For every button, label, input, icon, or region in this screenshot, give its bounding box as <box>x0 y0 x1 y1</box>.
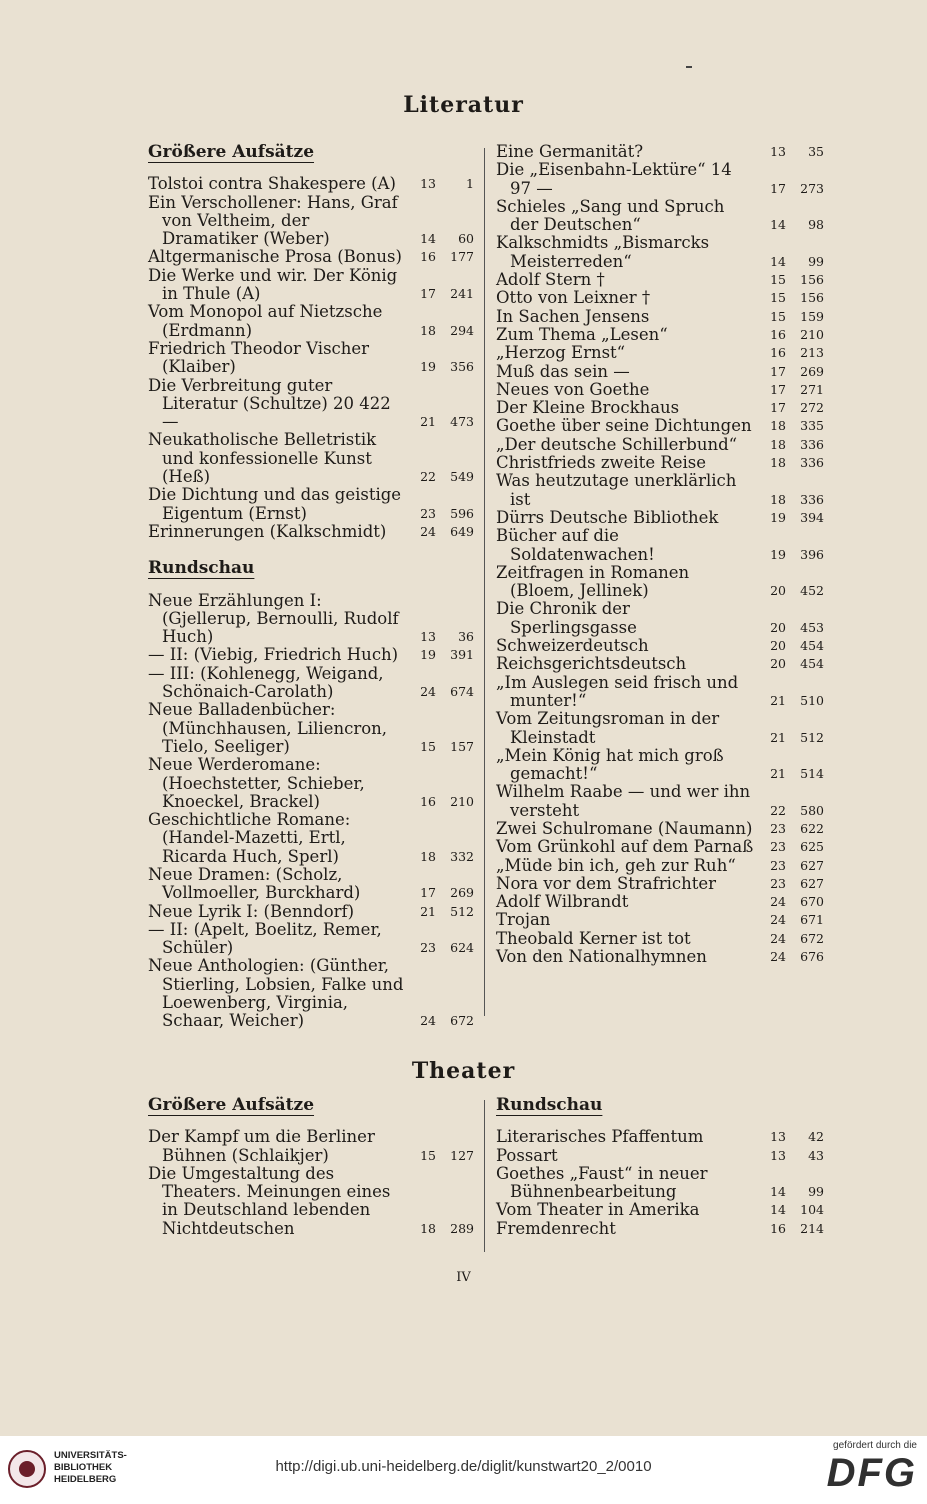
entry-page: 627 <box>800 857 824 873</box>
entry-issue: 14 <box>770 253 786 269</box>
entry-title: Zeitfragen in Romanen (Bloem, Jellinek) <box>496 562 690 601</box>
entry-issue: 23 <box>770 875 786 891</box>
toc-entry <box>496 674 824 711</box>
toc-entry <box>496 1220 824 1238</box>
entry-title: — II: (Viebig, Friedrich Huch) <box>148 645 399 665</box>
entry-page: 676 <box>800 949 824 965</box>
entry-title: Die Dichtung und das geistige Eigentum (Ernst) <box>148 485 402 523</box>
toc-entry <box>496 655 824 673</box>
toc-entry <box>496 710 824 747</box>
entry-issue: 19 <box>420 647 436 663</box>
entry-issue: 13 <box>770 1129 786 1145</box>
entry-page: 512 <box>800 729 824 745</box>
entry-issue: 19 <box>770 546 786 562</box>
entry-page: 99 <box>808 1184 824 1200</box>
entry-page: 289 <box>450 1220 474 1236</box>
entry-title: Trojan <box>496 910 551 930</box>
entry-title: Zum Thema „Lesen“ <box>496 324 668 344</box>
entry-page: 396 <box>800 546 824 562</box>
entry-title: „Im Auslegen seid frisch und munter!“ <box>496 672 739 710</box>
entry-title: Theobald Kerner ist tot <box>496 928 691 948</box>
source-url-link[interactable]: http://digi.ub.uni-heidelberg.de/diglit/kunstwart20_2/0010 <box>275 1458 652 1475</box>
entry-title: Die Chronik der Sperlingsgasse <box>496 599 637 637</box>
entry-page: 241 <box>450 286 474 302</box>
entry-title: Die „Eisenbahn-Lektüre“ 14 97 — <box>496 160 732 198</box>
entry-issue: 17 <box>770 363 786 379</box>
toc-entry <box>148 377 474 432</box>
entry-issue: 13 <box>770 1147 786 1163</box>
entry-title: Der Kampf um die Berliner Bühnen (Schlaikjer) <box>148 1127 375 1165</box>
entry-title: Bücher auf die Soldatenwachen! <box>496 526 655 564</box>
entry-issue: 18 <box>770 418 786 434</box>
entry-issue: 19 <box>770 509 786 525</box>
entry-issue: 24 <box>420 684 436 700</box>
page-number: IV <box>456 1270 471 1285</box>
entry-issue: 18 <box>420 848 436 864</box>
toc-entry <box>148 523 474 541</box>
entry-page: 273 <box>800 180 824 196</box>
toc-entry <box>496 399 824 417</box>
toc-entry <box>148 646 474 664</box>
entry-page: 672 <box>800 930 824 946</box>
entry-page: 99 <box>808 253 824 269</box>
entry-page: 35 <box>808 144 824 159</box>
entry-page: 394 <box>800 509 824 525</box>
entry-page: 294 <box>450 322 474 338</box>
toc-entry <box>496 509 824 527</box>
entry-issue: 16 <box>770 326 786 342</box>
entry-issue: 19 <box>420 359 436 375</box>
toc-entry <box>148 1128 474 1165</box>
column-divider <box>484 148 485 1016</box>
entry-issue: 17 <box>770 180 786 196</box>
library-name: UNIVERSITÄTS-BIBLIOTHEK HEIDELBERG <box>54 1450 127 1485</box>
entry-issue: 13 <box>420 176 436 192</box>
entry-page: 335 <box>800 418 824 434</box>
entry-page: 473 <box>450 414 474 430</box>
entry-issue: 16 <box>770 1220 786 1236</box>
entry-page: 210 <box>450 793 474 809</box>
entry-issue: 24 <box>770 930 786 946</box>
entry-issue: 15 <box>420 738 436 754</box>
entry-title: Dürrs Deutsche Bibliothek <box>496 507 719 527</box>
entry-title: Zwei Schulromane (Naumann) <box>496 818 753 838</box>
entry-list <box>496 143 824 966</box>
literatur-right-column <box>496 143 824 966</box>
subheading-groessere-aufsaetze: Größere Aufsätze <box>148 142 315 162</box>
toc-entry <box>496 600 824 637</box>
entry-title: Vom Monopol auf Nietzsche (Erdmann) <box>148 302 383 340</box>
literatur-left-column <box>148 143 474 1031</box>
entry-issue: 17 <box>420 885 436 901</box>
toc-entry <box>148 903 474 921</box>
toc-entry <box>148 701 474 756</box>
entry-issue: 14 <box>770 217 786 233</box>
entry-issue: 13 <box>420 629 436 645</box>
entry-title: Schweizerdeutsch <box>496 636 649 656</box>
toc-entry <box>496 1147 824 1165</box>
entry-page: 514 <box>800 766 824 782</box>
entry-issue: 15 <box>770 308 786 324</box>
toc-entry <box>496 198 824 235</box>
entry-page: 127 <box>450 1147 474 1163</box>
entry-page: 596 <box>450 505 474 521</box>
entry-issue: 15 <box>420 1147 436 1163</box>
toc-entry <box>496 344 824 362</box>
entry-issue: 21 <box>770 766 786 782</box>
entry-page: 670 <box>800 894 824 910</box>
section-heading-literatur: Literatur <box>403 92 524 118</box>
toc-entry <box>148 665 474 702</box>
toc-entry <box>496 143 824 161</box>
entry-page: 391 <box>450 647 474 663</box>
entry-page: 671 <box>800 912 824 928</box>
entry-title: Reichsgerichtsdeutsch <box>496 654 687 674</box>
entry-issue: 20 <box>770 656 786 672</box>
entry-title: Neue Balladenbücher: (Münchhausen, Liliencron, Tielo, Seeliger) <box>148 700 388 756</box>
subheading-rundschau: Rundschau <box>496 1095 603 1115</box>
entry-issue: 15 <box>770 272 786 288</box>
entry-title: Tolstoi contra Shakespere (A) <box>148 174 396 194</box>
entry-page: 625 <box>800 839 824 855</box>
toc-entry <box>496 161 824 198</box>
entry-title: In Sachen Jensens <box>496 306 650 326</box>
entry-title: Die Umgestaltung des Theaters. Meinungen eines in Deutschland lebenden Nichtdeutschen <box>148 1163 391 1238</box>
entry-title: Neue Dramen: (Scholz, Vollmoeller, Burckhard) <box>148 864 361 903</box>
entry-issue: 20 <box>770 638 786 654</box>
entry-title: Ein Verschollener: Hans, Graf von Veltheim, der Dramatiker (Weber) <box>148 192 398 249</box>
entry-title: „Herzog Ernst“ <box>496 343 626 363</box>
entry-issue: 22 <box>420 469 436 485</box>
toc-entry <box>148 1165 474 1238</box>
toc-entry <box>496 472 824 509</box>
entry-title: — II: (Apelt, Boelitz, Remer, Schüler) <box>148 919 382 958</box>
entry-page: 672 <box>450 1013 474 1029</box>
entry-list <box>148 175 474 541</box>
entry-title: Erinnerungen (Kalkschmidt) <box>148 521 387 541</box>
toc-entry <box>148 921 474 958</box>
subheading-rundschau: Rundschau <box>148 558 255 579</box>
entry-title: Altgermanische Prosa (Bonus) <box>148 247 402 267</box>
entry-page: 356 <box>450 359 474 375</box>
entry-title: Goethes „Faust“ in neuer Bühnenbearbeitung <box>496 1163 708 1202</box>
toc-entry <box>148 175 474 193</box>
entry-page: 336 <box>800 491 824 507</box>
entry-title: Literarisches Pfaffentum <box>496 1127 704 1147</box>
footer-bar <box>0 1436 927 1504</box>
entry-page: 674 <box>450 684 474 700</box>
entry-page: 336 <box>800 436 824 452</box>
toc-entry <box>148 957 474 1030</box>
entry-page: 452 <box>800 583 824 599</box>
theater-left-column <box>148 1096 474 1238</box>
toc-entry <box>148 194 474 249</box>
entry-title: Wilhelm Raabe — und wer ihn versteht <box>496 782 751 820</box>
entry-issue: 16 <box>420 793 436 809</box>
entry-issue: 21 <box>770 729 786 745</box>
entry-title: Neue Werderomane: (Hoechstetter, Schieber, Knoeckel, Brackel) <box>148 755 365 811</box>
entry-title: Was heutzutage unerklärlich ist <box>496 471 737 509</box>
entry-page: 36 <box>458 629 474 645</box>
toc-entry <box>148 340 474 377</box>
entry-list <box>148 592 474 1031</box>
entry-page: 269 <box>800 363 824 379</box>
entry-issue: 20 <box>770 583 786 599</box>
entry-page: 510 <box>800 692 824 708</box>
entry-page: 156 <box>800 290 824 306</box>
entry-title: Vom Grünkohl auf dem Parnaß <box>496 837 754 857</box>
entry-title: Nora vor dem Strafrichter <box>496 873 717 893</box>
toc-entry <box>496 436 824 454</box>
toc-entry <box>496 271 824 289</box>
scan-mark <box>686 66 692 68</box>
entry-page: 60 <box>458 231 474 247</box>
toc-entry <box>496 783 824 820</box>
toc-entry <box>496 363 824 381</box>
entry-title: Fremdenrecht <box>496 1218 616 1238</box>
toc-entry <box>148 248 474 266</box>
entry-page: 213 <box>800 345 824 361</box>
entry-issue: 21 <box>770 692 786 708</box>
toc-entry <box>148 592 474 647</box>
dfg-logo[interactable] <box>797 1440 917 1495</box>
entry-title: Muß das sein — <box>496 361 630 381</box>
entry-list <box>496 1128 824 1238</box>
toc-entry <box>496 838 824 856</box>
toc-entry <box>496 381 824 399</box>
entry-title: — III: (Kohlenegg, Weigand, Schönaich-Carolath) <box>148 663 384 702</box>
toc-entry <box>496 308 824 326</box>
dfg-wordmark: DFG <box>826 1451 917 1495</box>
theater-right-column <box>496 1096 824 1238</box>
entry-title: „Müde bin ich, geh zur Ruh“ <box>496 855 736 875</box>
entry-page: 622 <box>800 820 824 836</box>
entry-title: Von den Nationalhymnen <box>496 947 707 967</box>
toc-entry <box>148 431 474 486</box>
entry-title: „Mein König hat mich groß gemacht!“ <box>496 745 724 784</box>
toc-entry <box>148 303 474 340</box>
entry-page: 98 <box>808 217 824 233</box>
entry-issue: 23 <box>770 820 786 836</box>
column-divider <box>484 1100 485 1252</box>
entry-issue: 13 <box>770 144 786 159</box>
toc-entry <box>496 417 824 435</box>
toc-entry <box>148 811 474 866</box>
entry-page: 210 <box>800 326 824 342</box>
entry-title: Schieles „Sang und Spruch der Deutschen“ <box>496 196 725 235</box>
entry-title: Der Kleine Brockhaus <box>496 398 680 418</box>
entry-page: 453 <box>800 619 824 635</box>
entry-page: 156 <box>800 272 824 288</box>
entry-page: 454 <box>800 656 824 672</box>
toc-entry <box>496 289 824 307</box>
entry-page: 336 <box>800 455 824 471</box>
entry-page: 649 <box>450 523 474 539</box>
entry-title: Neues von Goethe <box>496 379 650 399</box>
toc-entry <box>496 893 824 911</box>
entry-issue: 24 <box>770 949 786 965</box>
section-heading-theater: Theater <box>411 1058 516 1084</box>
entry-page: 104 <box>800 1202 824 1218</box>
entry-page: 272 <box>800 400 824 416</box>
entry-title: Friedrich Theodor Vischer (Klaiber) <box>148 338 370 377</box>
entry-issue: 24 <box>420 523 436 539</box>
entry-page: 269 <box>450 885 474 901</box>
entry-issue: 20 <box>770 619 786 635</box>
toc-entry <box>148 486 474 523</box>
entry-issue: 16 <box>420 249 436 265</box>
entry-issue: 18 <box>420 322 436 338</box>
entry-issue: 24 <box>420 1013 436 1029</box>
toc-entry <box>496 820 824 838</box>
entry-page: 177 <box>450 249 474 265</box>
toc-entry <box>148 866 474 903</box>
toc-entry <box>496 1201 824 1219</box>
entry-issue: 18 <box>770 436 786 452</box>
entry-page: 271 <box>800 381 824 397</box>
entry-issue: 17 <box>420 286 436 302</box>
toc-entry <box>496 564 824 601</box>
entry-issue: 21 <box>420 903 436 919</box>
entry-issue: 15 <box>770 290 786 306</box>
entry-title: Possart <box>496 1145 558 1165</box>
entry-title: Eine Germanität? <box>496 142 644 161</box>
entry-title: Neue Erzählungen I: (Gjellerup, Bernoulli, Rudolf Huch) <box>148 590 399 647</box>
entry-title: Vom Theater in Amerika <box>496 1200 700 1220</box>
entry-title: Goethe über seine Dichtungen <box>496 416 752 436</box>
entry-title: Christfrieds zweite Reise <box>496 453 707 473</box>
entry-issue: 16 <box>770 345 786 361</box>
toc-entry <box>496 875 824 893</box>
toc-entry <box>496 747 824 784</box>
entry-title: Neue Lyrik I: (Benndorf) <box>148 901 355 921</box>
toc-entry <box>496 326 824 344</box>
entry-issue: 18 <box>770 491 786 507</box>
entry-title: Vom Zeitungsroman in der Kleinstadt <box>496 709 720 747</box>
entry-issue: 23 <box>420 940 436 956</box>
entry-page: 580 <box>800 802 824 818</box>
toc-entry <box>496 234 824 271</box>
entry-issue: 14 <box>420 231 436 247</box>
entry-title: Neue Anthologien: (Günther, Stierling, Lobsien, Falke und Loewenberg, Virginia, Schaar, Weicher) <box>148 956 404 1031</box>
toc-entry <box>496 1128 824 1146</box>
entry-issue: 17 <box>770 400 786 416</box>
entry-title: „Der deutsche Schillerbund“ <box>496 434 738 454</box>
entry-page: 624 <box>450 940 474 956</box>
entry-issue: 14 <box>770 1184 786 1200</box>
funded-by-text: gefördert durch die <box>833 1440 917 1451</box>
subheading-groessere-aufsaetze: Größere Aufsätze <box>148 1095 315 1115</box>
entry-page: 549 <box>450 469 474 485</box>
toc-entry <box>496 930 824 948</box>
toc-entry <box>148 267 474 304</box>
toc-entry <box>496 637 824 655</box>
toc-entry <box>496 911 824 929</box>
entry-issue: 23 <box>770 839 786 855</box>
entry-title: Geschichtliche Romane: (Handel-Mazetti, Ertl, Ricarda Huch, Sperl) <box>148 810 351 866</box>
entry-page: 512 <box>450 903 474 919</box>
entry-title: Adolf Stern † <box>496 270 605 290</box>
entry-list <box>148 1128 474 1238</box>
entry-issue: 23 <box>420 505 436 521</box>
toc-entry <box>148 756 474 811</box>
toc-entry <box>496 527 824 564</box>
entry-issue: 21 <box>420 414 436 430</box>
entry-issue: 23 <box>770 857 786 873</box>
entry-issue: 18 <box>770 455 786 471</box>
entry-page: 627 <box>800 875 824 891</box>
entry-issue: 24 <box>770 894 786 910</box>
toc-entry <box>496 1165 824 1202</box>
entry-issue: 14 <box>770 1202 786 1218</box>
entry-title: Kalkschmidts „Bismarcks Meisterreden“ <box>496 233 710 271</box>
entry-page: 332 <box>450 848 474 864</box>
entry-title: Adolf Wilbrandt <box>496 892 629 912</box>
toc-entry <box>496 454 824 472</box>
entry-title: Die Werke und wir. Der König in Thule (A) <box>148 265 398 304</box>
toc-entry <box>496 857 824 875</box>
entry-page: 214 <box>800 1220 824 1236</box>
entry-title: Otto von Leixner † <box>496 288 651 308</box>
entry-issue: 17 <box>770 381 786 397</box>
entry-title: Die Verbreitung guter Literatur (Schultze) 20 422 — <box>148 375 391 432</box>
entry-issue: 22 <box>770 802 786 818</box>
entry-page: 157 <box>450 738 474 754</box>
entry-title: Neukatholische Belletristik und konfessionelle Kunst (Heß) <box>148 430 377 487</box>
entry-page: 454 <box>800 638 824 654</box>
entry-page: 159 <box>800 308 824 324</box>
entry-page: 43 <box>808 1147 824 1163</box>
entry-page: 1 <box>466 176 474 192</box>
entry-issue: 18 <box>420 1220 436 1236</box>
entry-page: 42 <box>808 1129 824 1145</box>
toc-entry <box>496 948 824 966</box>
entry-issue: 24 <box>770 912 786 928</box>
